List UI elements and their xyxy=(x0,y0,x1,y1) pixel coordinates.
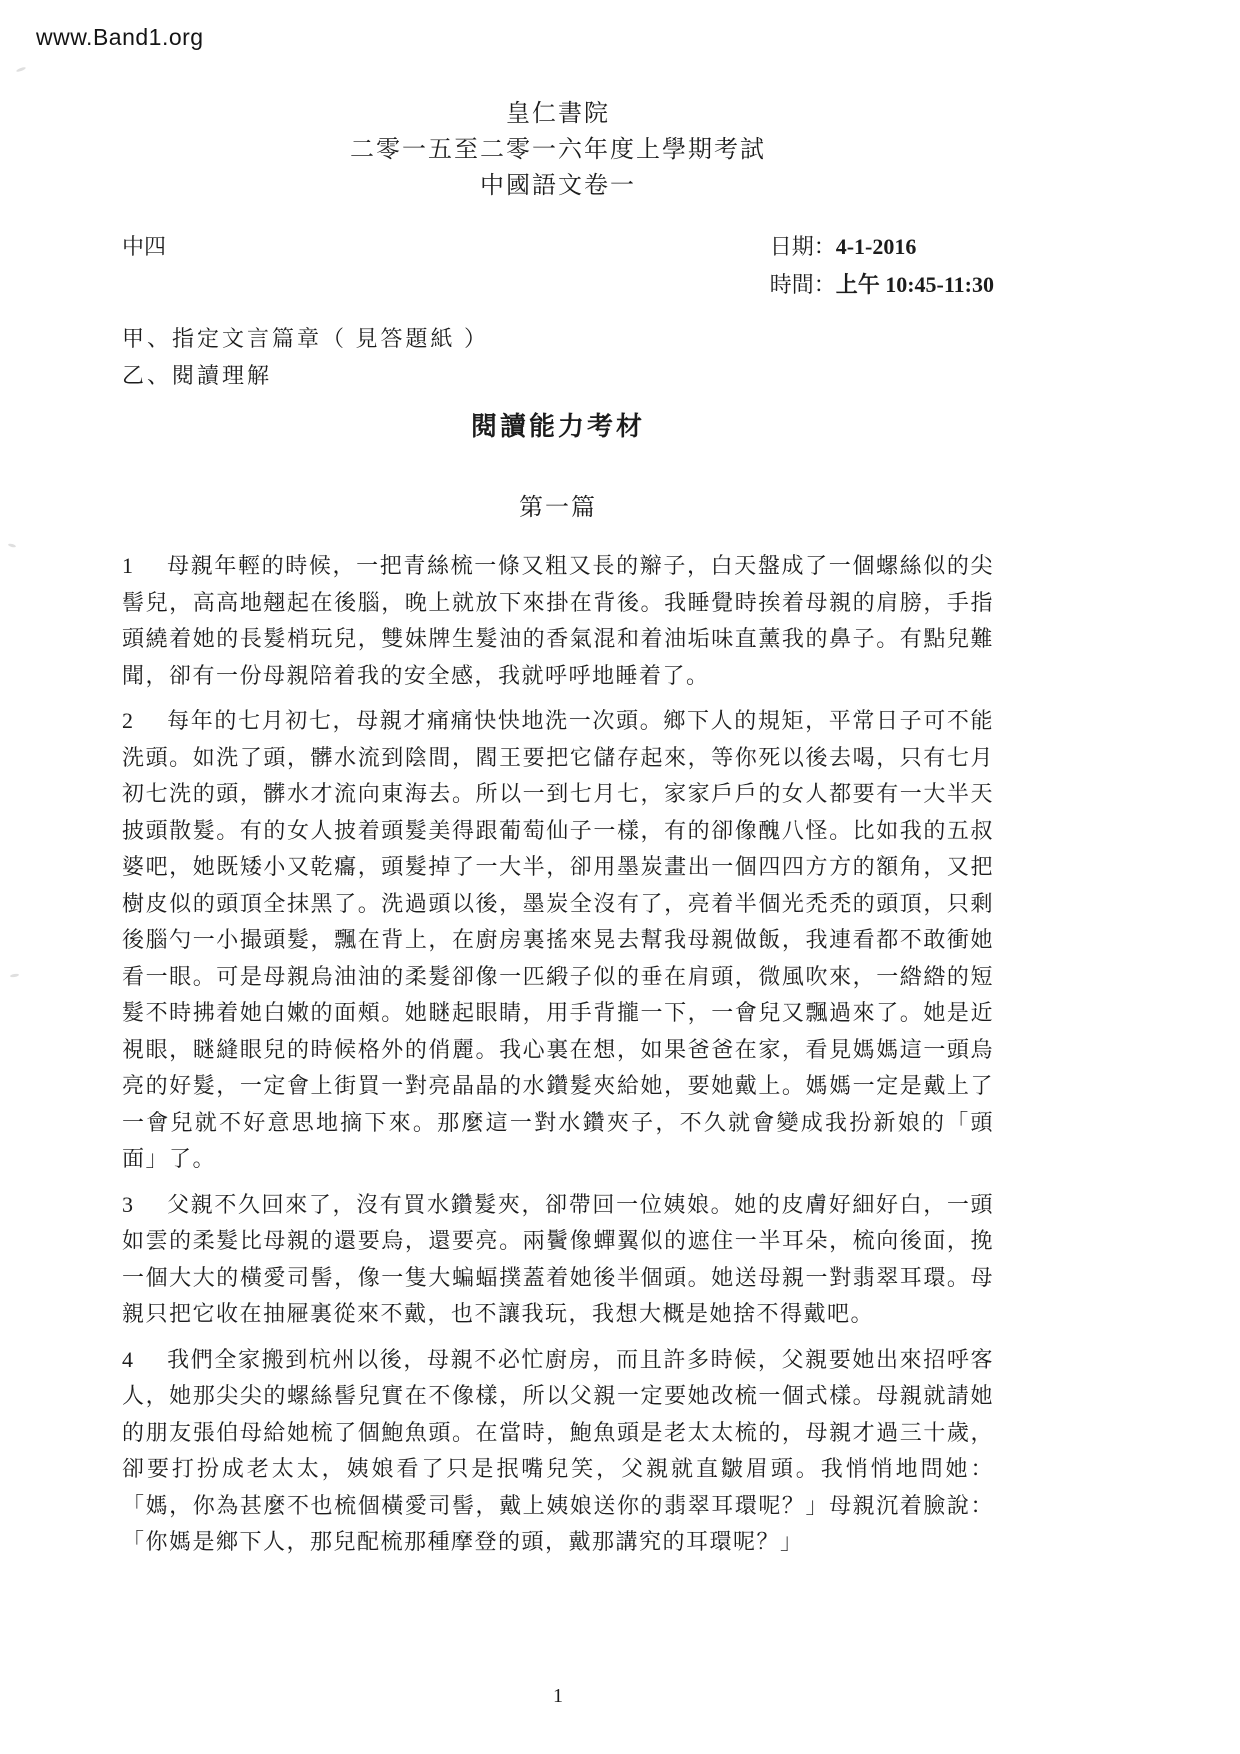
class-level: 中四 xyxy=(122,234,167,259)
paper-name: 中國語文卷一 xyxy=(480,173,636,199)
paragraph-text: 母親年輕的時候，一把青絲梳一條又粗又長的辮子，白天盤成了一個螺絲似的尖髻兒，高高地翹起在後腦，晚上就放下來掛在背後。我睡覺時挨着母親的肩膀，手指頭繞着她的長髮梢玩兒，雙妹牌生髮油的香氣混和着油垢味直薰我的鼻子。有點兒難聞，卻有一份母親陪着我的安全感，我就呼呼地睡着了。 xyxy=(122,553,994,688)
scan-artifact xyxy=(16,66,26,72)
paragraph-text: 每年的七月初七，母親才痛痛快快地洗一次頭。鄉下人的規矩，平常日子可不能洗頭。如洗了頭，髒水流到陰間，閻王要把它儲存起來，等你死以後去喝，只有七月初七洗的頭，髒水才流向東海去。所以一到七月七，家家戶戶的女人都要有一大半天披頭散髮。有的女人披着頭髮美得跟葡萄仙子一樣，有的卻像醜八怪。比如我的五叔婆吧，她既矮小又乾癟，頭髮掉了一大半，卻用墨炭畫出一個四四方方的額角，又把樹皮似的頭頂全抹黑了。洗過頭以後，墨炭全沒有了，亮着半個光禿禿的頭頂，只剩後腦勺一小撮頭髮，飄在背上，在廚房裏搖來晃去幫我母親做飯，我連看都不敢衝她看一眼。可是母親烏油油的柔髮卻像一匹緞子似的垂在肩頭，微風吹來，一綹綹的短髮不時拂着她白嫩的面頰。她瞇起眼睛，用手背攏一下，一會兒又飄過來了。她是近視眼，瞇縫眼兒的時候格外的俏麗。我心裏在想，如果爸爸在家，看見媽媽這一頭烏亮的好髮，一定會上街買一對亮晶晶的水鑽髮夾給她，要她戴上。媽媽一定是戴上了一會兒就不好意思地摘下來。那麼這一對水鑽夾子，不久就會變成我扮新娘的「頭面」了。 xyxy=(122,708,994,1171)
exam-header xyxy=(122,96,994,204)
section-list xyxy=(122,320,994,394)
section-b: 乙、閱讀理解 xyxy=(122,363,273,388)
paragraph-number: 1 xyxy=(122,553,133,578)
exam-time-line xyxy=(770,266,994,304)
paragraph-text: 我們全家搬到杭州以後，母親不必忙廚房，而且許多時候，父親要她出來招呼客人，她那尖尖的螺絲髻兒實在不像樣，所以父親一定要她改梳一個式樣。母親就請她的朋友張伯母給她梳了個鮑魚頭。在當時，鮑魚頭是老太太梳的，母親才過三十歲，卻要打扮成老太太，姨娘看了只是抿嘴兒笑，父親就直皺眉頭。我悄悄地問她：「媽，你為甚麼不也梳個橫愛司髻，戴上姨娘送你的翡翠耳環呢？」母親沉着臉說：「你媽是鄉下人，那兒配梳那種摩登的頭，戴那講究的耳環呢？」 xyxy=(122,1346,994,1554)
time-value: 上午 10:45-11:30 xyxy=(835,272,994,297)
reading-material-heading: 閱讀能力考材 xyxy=(470,412,645,441)
paragraph xyxy=(122,703,994,1178)
exam-session-title: 二零一五至二零一六年度上學期考試 xyxy=(350,137,766,163)
watermark-text: www.Band1.org xyxy=(36,24,204,50)
page-number: 1 xyxy=(553,1685,563,1707)
section-a: 甲、指定文言篇章（ 見答題紙 ） xyxy=(122,326,490,351)
paragraph-text: 父親不久回來了，沒有買水鑽髮夾，卻帶回一位姨娘。她的皮膚好細好白，一頭如雲的柔髮比母親的還要烏，還要亮。兩鬢像蟬翼似的遮住一半耳朵，梳向後面，挽一個大大的橫愛司髻，像一隻大蝙蝠撲蓋着她後半個頭。她送母親一對翡翠耳環。母親只把它收在抽屜裏從來不戴，也不讓我玩，我想大概是她捨不得戴吧。 xyxy=(122,1191,994,1326)
passage-title: 第一篇 xyxy=(519,495,597,521)
school-name: 皇仁書院 xyxy=(506,101,610,127)
date-time-block xyxy=(770,228,994,304)
passage-body xyxy=(122,548,994,1570)
exam-date-line xyxy=(770,228,994,266)
paragraph xyxy=(122,548,994,694)
paragraph-number: 2 xyxy=(122,708,133,733)
date-value: 4-1-2016 xyxy=(835,234,917,259)
paragraph xyxy=(122,1342,994,1561)
scan-artifact xyxy=(10,973,19,978)
time-label: 時間： xyxy=(769,272,836,297)
paragraph-number: 3 xyxy=(122,1191,133,1217)
date-label: 日期： xyxy=(769,234,836,259)
scan-artifact xyxy=(8,543,17,548)
meta-row xyxy=(122,228,994,304)
paragraph xyxy=(122,1187,994,1333)
paragraph-number: 4 xyxy=(122,1346,133,1372)
